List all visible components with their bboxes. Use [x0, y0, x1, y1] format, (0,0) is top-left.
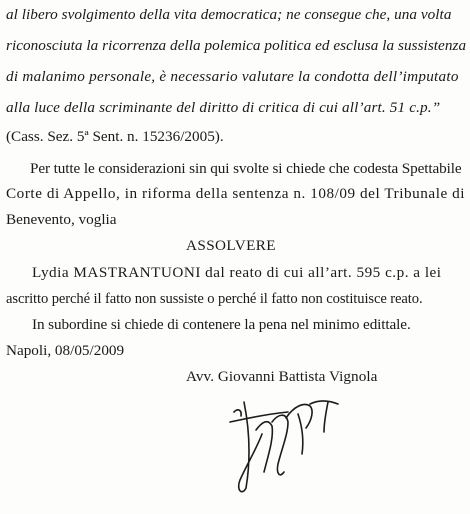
- place-date: Napoli, 08/05/2009: [6, 342, 125, 359]
- acquittal-heading: ASSOLVERE: [186, 237, 276, 254]
- quote-line-3: di malanimo personale, è necessario valutare la condotta dell’imputato: [6, 68, 459, 85]
- citation: (Cass. Sez. 5ª Sent. n. 15236/2005).: [6, 128, 224, 145]
- request-line-2: Corte di Appello, in riforma della sentenza n. 108/09 del Tribunale di: [6, 185, 466, 202]
- request-line-1: Per tutte le considerazioni sin qui svolte si chiede che codesta Spettabile: [30, 160, 462, 177]
- acquittal-line-2: ascritto perché il fatto non sussiste o perché il fatto non costituisce reato.: [6, 291, 423, 307]
- quote-line-4: alla luce della scriminante del diritto di critica di cui all’art. 51 c.p.”: [6, 99, 441, 116]
- quote-line-2: riconosciuta la ricorrenza della polemica politica ed esclusa la sussistenza: [6, 37, 467, 54]
- quote-line-1: al libero svolgimento della vita democratica; ne consegue che, una volta: [6, 6, 452, 23]
- signatory-name: Avv. Giovanni Battista Vignola: [186, 368, 378, 385]
- subordinate-request: In subordine si chiede di contenere la pena nel minimo edittale.: [32, 316, 411, 333]
- request-line-3: Benevento, voglia: [6, 211, 117, 228]
- handwritten-signature: [228, 392, 348, 498]
- acquittal-line-1: Lydia MASTRANTUONI dal reato di cui all’art. 595 c.p. a lei: [32, 264, 442, 281]
